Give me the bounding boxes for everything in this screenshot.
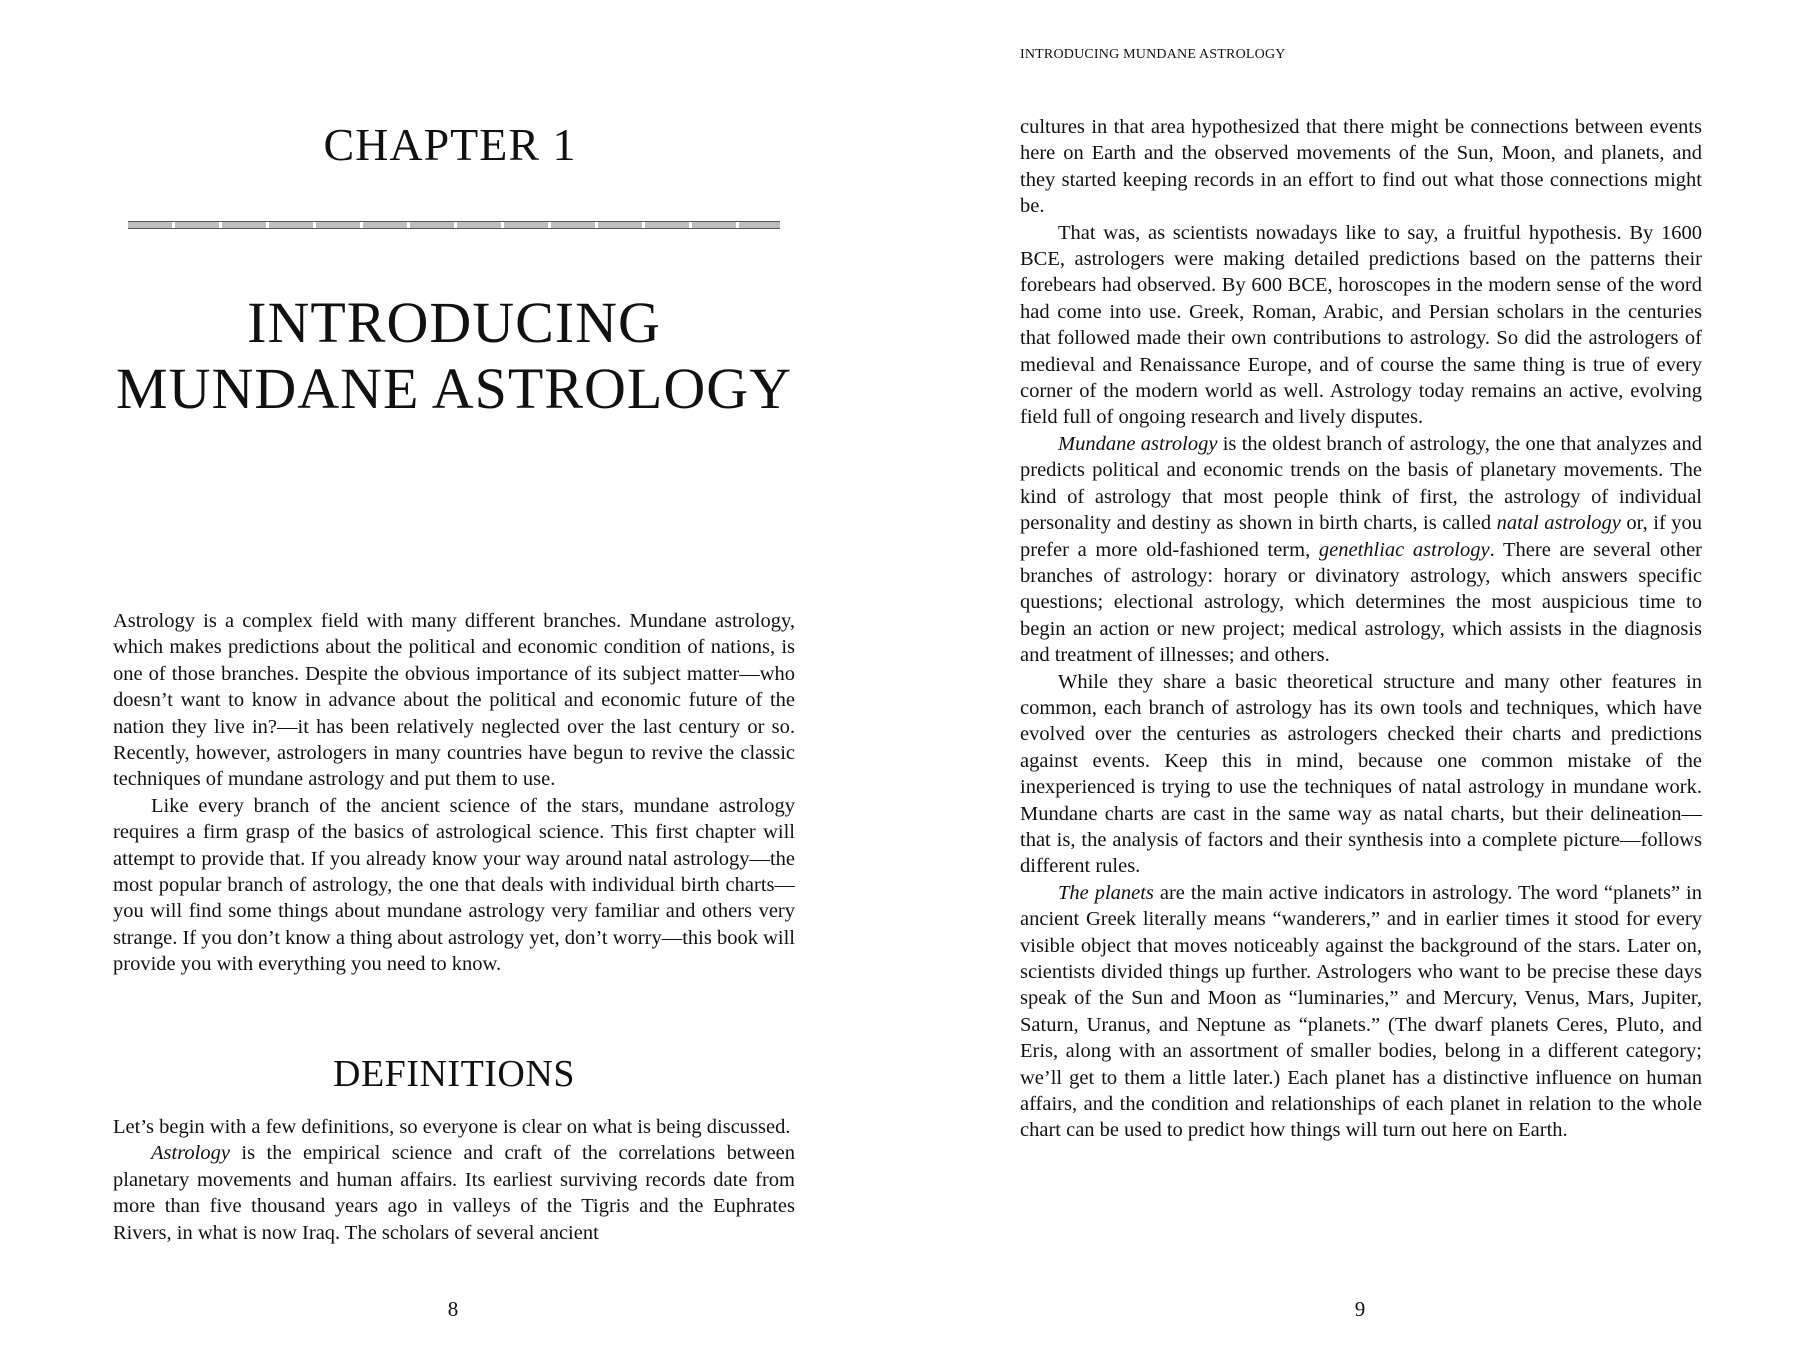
intro-paragraph-2: Like every branch of the ancient science of the stars, mundane astrology requires a firm grasp of the basics of astrological science. This first chapter will attempt to provide that. If you already know your way around natal astrology—the most popular branch of astrology, the one that deals with individual birth charts—you will find some things about mundane astrology very familiar and others very strange. If you don’t know a thing about astrology yet, don’t worry—this book will provide you with everything you need to know. [113,794,795,976]
right-paragraph-2: That was, as scientists nowadays like to say, a fruitful hypothesis. By 1600 BCE, astrologers were making detailed predictions based on the patterns their forebears had observed. By 600 BCE, horoscopes in the modern sense of the word had come into use. Greek, Roman, Arabic, and Persian scholars in the centuries that followed made their own contributions to astrology. So did the astrologers of medieval and Renaissance Europe, and of course the same thing is true of every corner of the modern world as well. Astrology today remains an active, evolving field full of ongoing research and lively disputes. [1020,221,1702,429]
definitions-text [113,1114,795,1246]
intro-text [113,608,795,978]
page-number-left: 8 [447,1297,459,1321]
right-paragraph-3 [1020,431,1702,669]
term-natal-astrology: natal astrology [1496,512,1621,535]
term-genethliac-astrology: genethliac astrology [1318,538,1490,561]
intro-paragraph-1: Astrology is a complex field with many different branches. Mundane astrology, which makes predictions about the political and economic condition of nations, is one of those branches. Despite the obvious importance of its subject matter—who doesn’t want to know in advance about the political and economic future of the nation they live in?—it has been relatively neglected over the last century or so. Recently, however, astrologers in many countries have begun to revive the classic techniques of mundane astrology and put them to use. [113,610,795,791]
chapter-title [100,290,808,422]
chapter-label: CHAPTER 1 [323,119,577,170]
right-paragraph-3-text-b: or, if you prefer a more old-fashioned term, [1020,512,1702,561]
right-paragraph-3-text-a: is the oldest branch of astrology, the one that analyzes and predicts political and economic trends on the basis of planetary movements. The kind of astrology that most people think of first, the astrology of individual personality and destiny as shown in birth charts, is called [1020,432,1702,535]
right-paragraph-5-text: are the main active indicators in astrology. The word “planets” in ancient Greek literally means “wanderers,” and in earlier times it stood for every visible object that moves noticeably against the background of the stars. Later on, scientists divided things up further. Astrologers who want to be precise these days speak of the Sun and Moon as “luminaries,” and Mercury, Venus, Mars, Jupiter, Saturn, Uranus, and Neptune as “planets.” (The dwarf planets Ceres, Pluto, and Eris, along with an assortment of smaller bodies, belong in a different category; we’ll get to them a little later.) Each planet has a distinctive influence on human affairs, and the condition and relationships of each planet in relation to the whole chart can be used to predict how things will turn out here on Earth. [1020,881,1703,1142]
right-paragraph-5 [1020,880,1702,1144]
section-heading-definitions: DEFINITIONS [333,1053,575,1095]
term-astrology: Astrology [151,1142,230,1165]
chapter-title-line-2: MUNDANE ASTROLOGY [116,356,792,421]
ornamental-rule [128,221,780,229]
definitions-paragraph-1: Let’s begin with a few definitions, so everyone is clear on what is being discussed. [113,1116,791,1138]
right-paragraph-3-text-c: . There are several other branches of astrology: horary or divinatory astrology, which answers specific questions; electional astrology, which determines the most auspicious time to begin an action or new project; medical astrology, which assists in the diagnosis and treatment of illnesses; and others. [1020,538,1702,667]
term-the-planets: The planets [1058,881,1154,904]
term-mundane-astrology: Mundane astrology [1058,432,1218,455]
definitions-paragraph-2 [113,1140,795,1246]
right-page-text [1020,114,1702,1144]
right-paragraph-1: cultures in that area hypothesized that there might be connections between events here on Earth and the observed movements of the Sun, Moon, and planets, and they started keeping records in an effort to find out what those connections might be. [1020,116,1702,218]
page-number-right: 9 [1354,1297,1366,1321]
chapter-title-line-1: INTRODUCING [247,290,661,355]
running-head: INTRODUCING MUNDANE ASTROLOGY [1020,47,1286,62]
right-paragraph-4: While they share a basic theoretical structure and many other features in common, each branch of astrology has its own tools and techniques, which have evolved over the centuries as astrologers checked their charts and predictions against events. Keep this in mind, because one common mistake of the inexperienced is trying to use the techniques of natal astrology in mundane work. Mundane charts are cast in the same way as natal charts, but their delineation—that is, the analysis of factors and their synthesis into a complete picture—follows different rules. [1020,670,1702,878]
definitions-paragraph-2-text: is the empirical science and craft of the correlations between planetary movements and human affairs. Its earliest surviving records date from more than five thousand years ago in valleys of the Tigris and the Euphrates Rivers, in what is now Iraq. The scholars of several ancient [113,1142,795,1244]
